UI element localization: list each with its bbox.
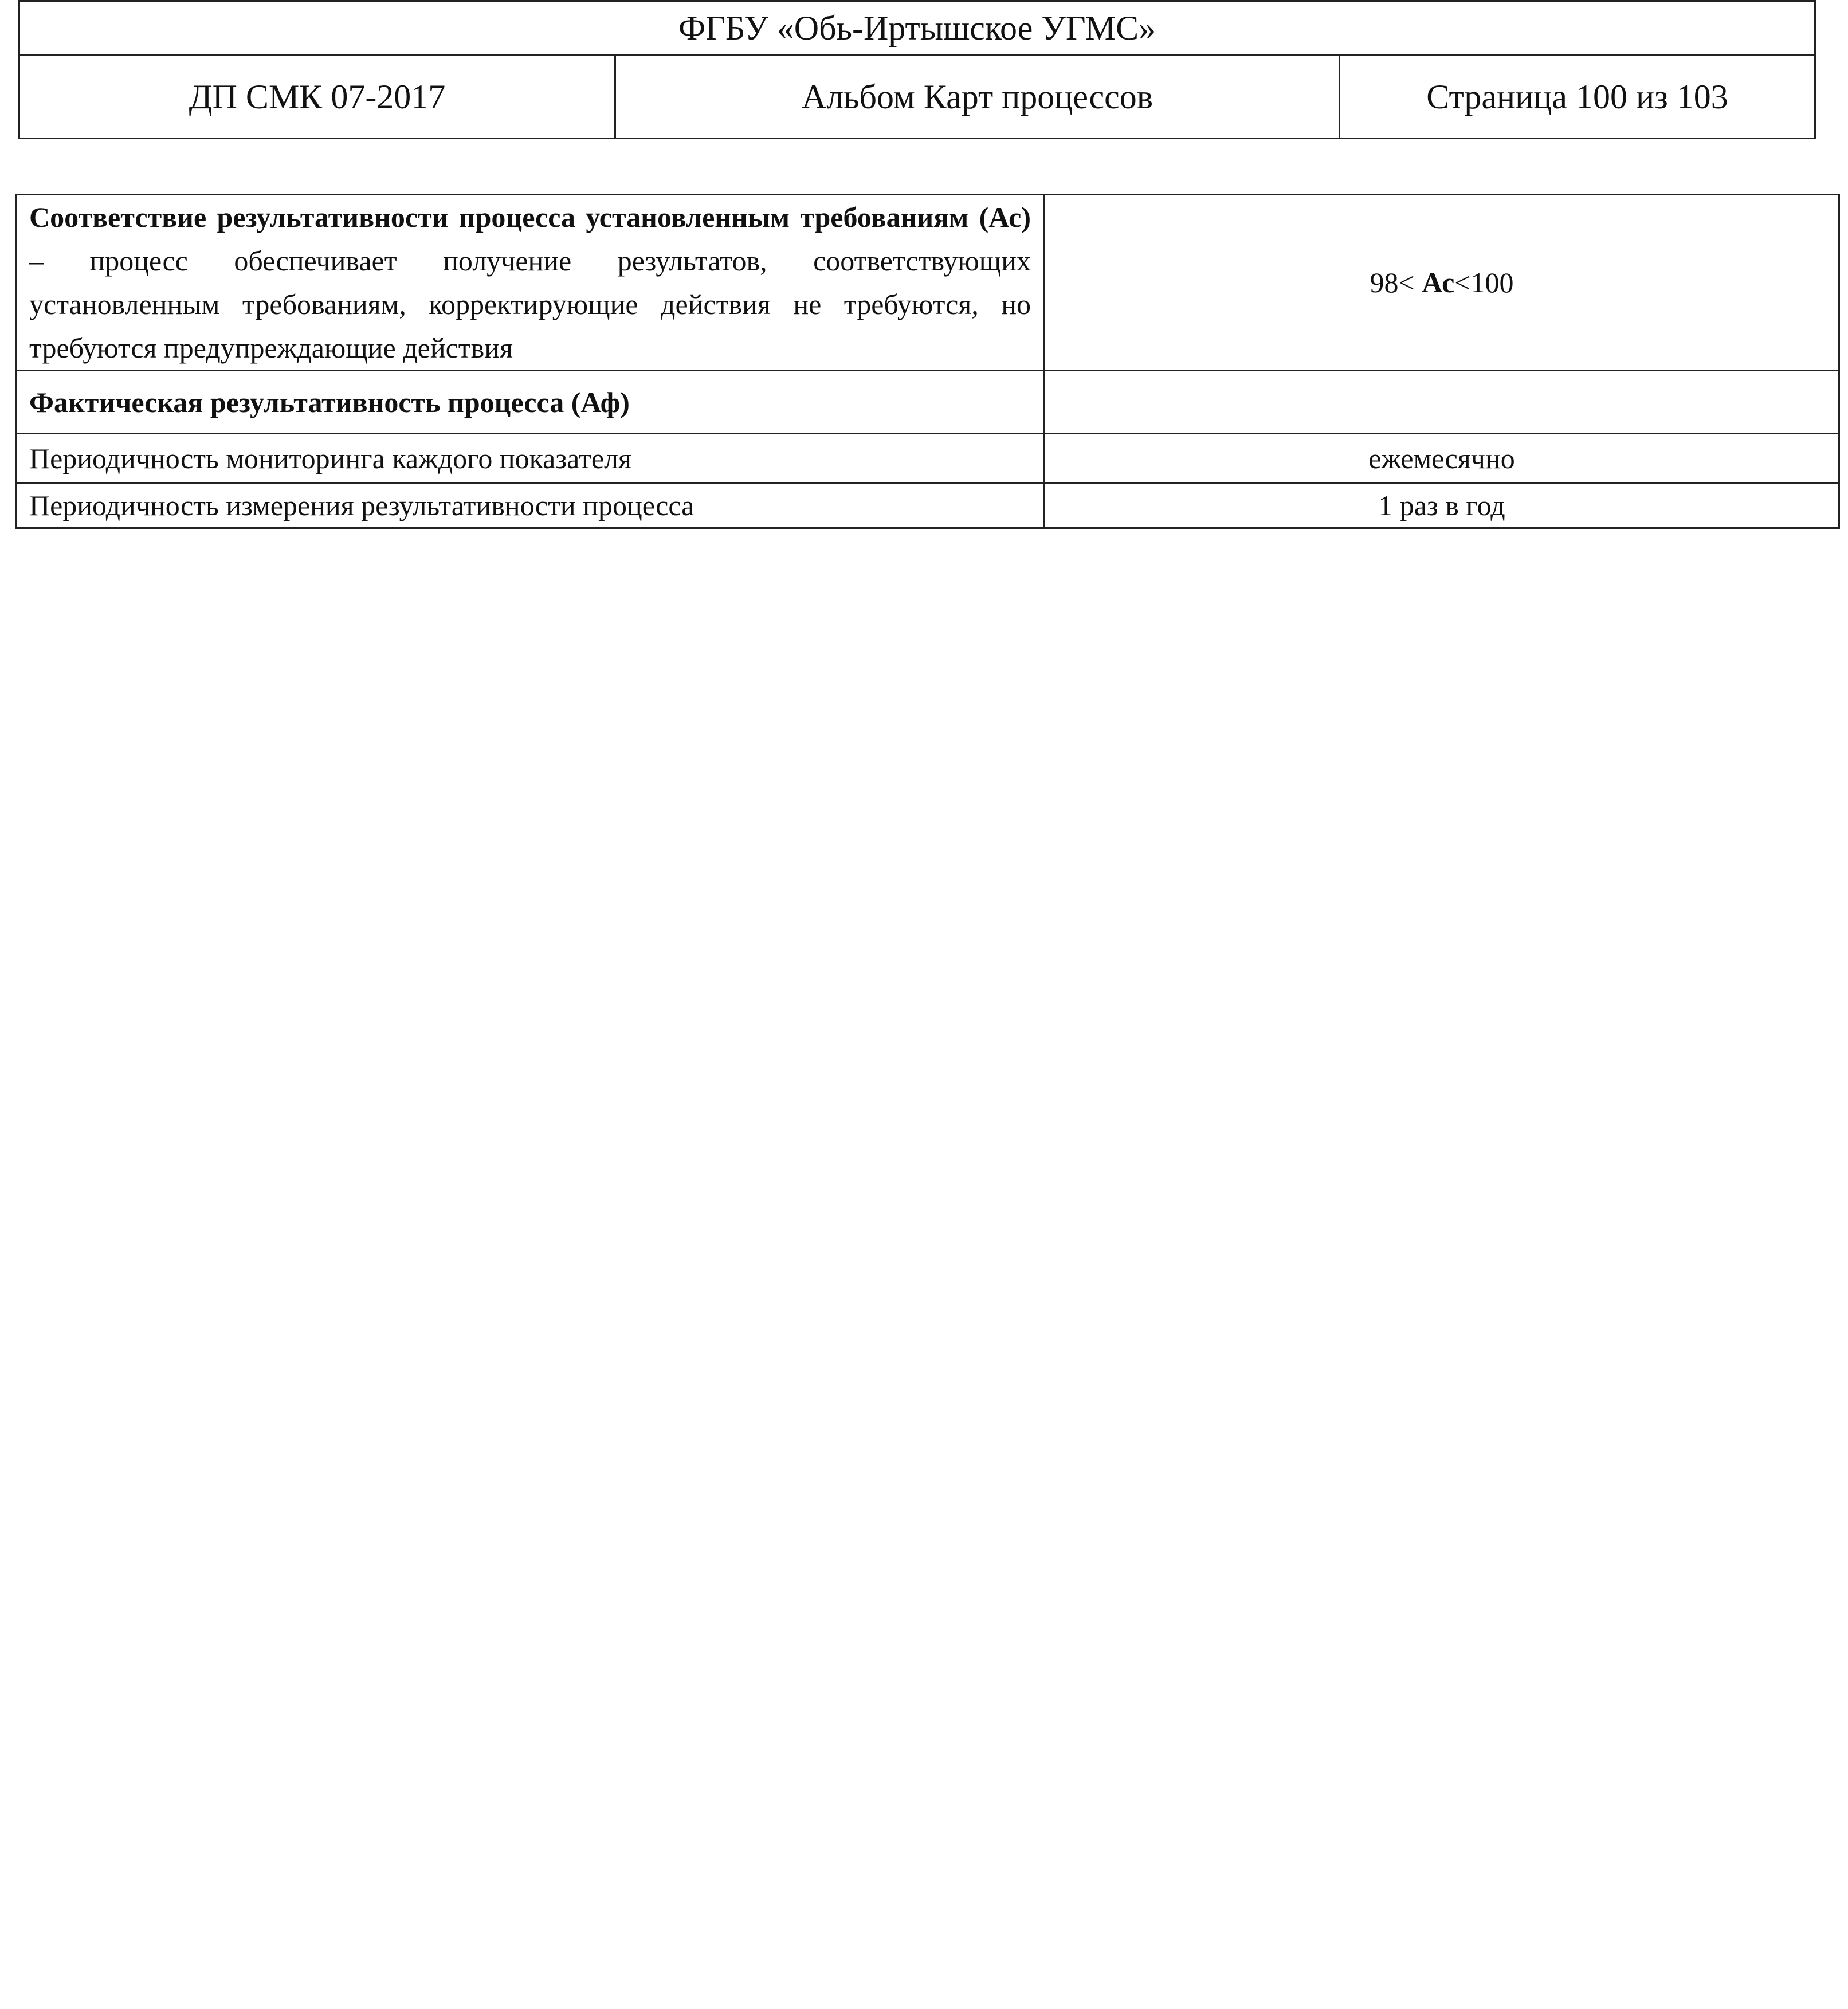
range-upper-bound: <100 [1454, 266, 1514, 299]
document-code: ДП СМК 07-2017 [19, 56, 615, 139]
measurement-frequency-label: Периодичность измерения результативности процесса [16, 483, 1045, 528]
document-header [18, 0, 1816, 139]
page-number: Страница 100 из 103 [1340, 56, 1815, 139]
actual-effectiveness-label: Фактическая результативность процесса (Аф) [16, 371, 1045, 434]
table-row [16, 371, 1839, 434]
compliance-criterion-description: процесс обеспечивает получение результатов, соответствующих установленным требованиям, корректирующие действия не требуются, но требуются предупреждающие действия [29, 245, 1031, 364]
actual-effectiveness-value [1045, 371, 1839, 434]
organization-name: ФГБУ «Обь-Иртышское УГМС» [19, 1, 1815, 56]
compliance-criterion-cell [16, 195, 1045, 371]
compliance-criterion-term: Соответствие результативности процесса установленным требованиям (Ас) [29, 201, 1031, 233]
effectiveness-table [15, 194, 1840, 529]
monitoring-frequency-value: ежемесячно [1045, 434, 1839, 483]
monitoring-frequency-label: Периодичность мониторинга каждого показателя [16, 434, 1045, 483]
compliance-range-cell [1045, 195, 1839, 371]
term-separator: – [29, 245, 90, 277]
range-lower-bound: 98< [1370, 266, 1422, 299]
range-symbol: Ас [1422, 266, 1455, 299]
table-row [16, 195, 1839, 371]
table-row [16, 434, 1839, 483]
measurement-frequency-value: 1 раз в год [1045, 483, 1839, 528]
table-row [16, 483, 1839, 528]
document-title: Альбом Карт процессов [615, 56, 1340, 139]
